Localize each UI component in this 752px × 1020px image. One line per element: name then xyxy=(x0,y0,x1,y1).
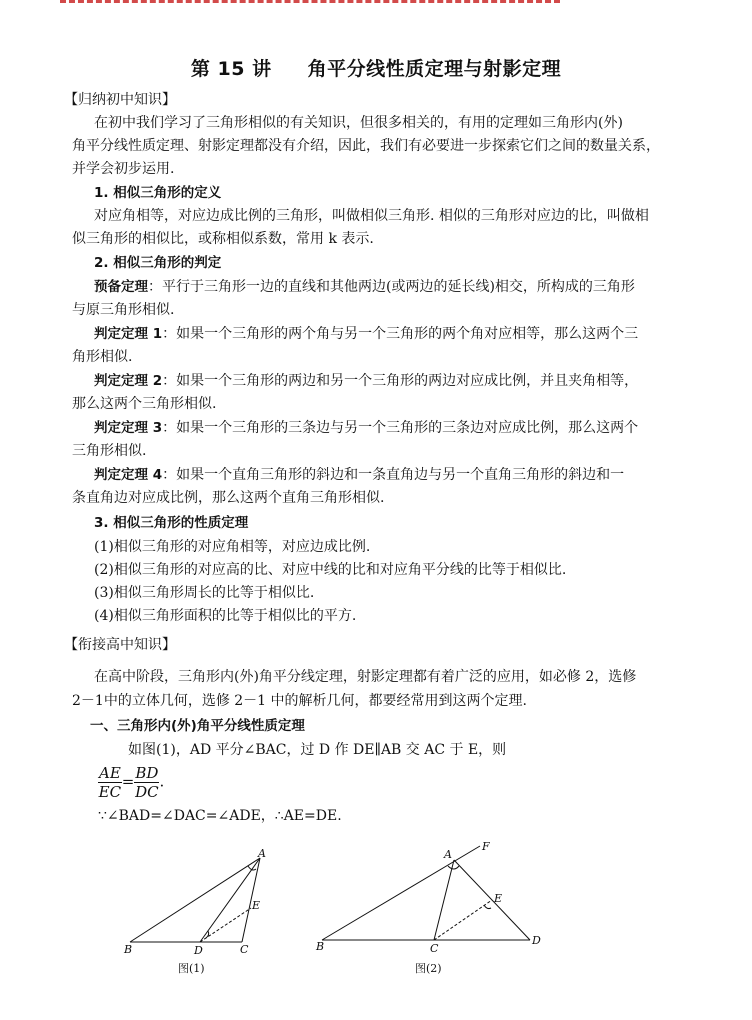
page-title xyxy=(0,54,752,81)
segment-bf xyxy=(322,846,480,940)
property-item: (1)相似三角形的对应角相等，对应边成比例. xyxy=(94,539,371,555)
theorem-1: 判定定理 1：如果一个三角形的两个角与另一个三角形的两个角对应相等，那么这两个三 xyxy=(94,326,639,342)
theorem-1-cont: 角形相似. xyxy=(72,349,133,365)
segment-ab xyxy=(130,858,260,942)
theorem-preliminary: 预备定理：平行于三角形一边的直线和其他两边(或两边的延长线)相交，所构成的三角形 xyxy=(94,279,635,295)
senior-intro-line: 2－1中的立体几何，选修 2－1 中的解析几何，都要经常用到这两个定理. xyxy=(72,693,527,709)
judgement-heading: 2. 相似三角形的判定 xyxy=(94,255,222,271)
figure-1-diagram xyxy=(120,845,280,960)
lecture-topic: 角平分线性质定理与射影定理 xyxy=(307,58,562,80)
theorem-4-cont: 条直角边对应成比例，那么这两个直角三角形相似. xyxy=(72,490,385,506)
properties-heading: 3. 相似三角形的性质定理 xyxy=(94,515,249,531)
part1-heading: 一、三角形内(外)角平分线性质定理 xyxy=(90,718,305,734)
angle-mark-e xyxy=(484,905,491,909)
lecture-number: 第 15 讲 xyxy=(190,58,272,80)
figure-2-caption: 图(2) xyxy=(415,962,442,975)
property-item: (2)相似三角形的对应高的比、对应中线的比和对应角平分线的比等于相似比. xyxy=(94,562,567,578)
definition-line: 似三角形的相似比，或称相似系数，常用 k 表示. xyxy=(72,231,374,247)
ratio-formula: $\frac{AE}{EC}$ = $\frac{BD}{DC}$ . xyxy=(98,764,165,801)
section-heading-junior: 【归纳初中知识】 xyxy=(64,92,176,108)
definition-heading: 1. 相似三角形的定义 xyxy=(94,185,222,201)
label-e: E xyxy=(494,892,503,905)
theorem-preliminary-cont: 与原三角形相似. xyxy=(72,302,175,318)
angle-mark-a xyxy=(248,866,256,870)
definition-line: 对应角相等，对应边成比例的三角形，叫做相似三角形. 相似的三角形对应边的比，叫做相 xyxy=(94,208,649,224)
property-item: (4)相似三角形面积的比等于相似比的平方. xyxy=(94,608,357,624)
theorem-3-cont: 三角形相似. xyxy=(72,443,147,459)
label-b: B xyxy=(316,940,325,953)
senior-intro-line: 在高中阶段，三角形内(外)角平分线定理，射影定理都有着广泛的应用，如必修 2，选修 xyxy=(94,669,637,685)
theorem-2-cont: 那么这两个三角形相似. xyxy=(72,396,217,412)
figure-1-caption: 图(1) xyxy=(178,962,205,975)
theorem-4: 判定定理 4：如果一个直角三角形的斜边和一条直角边与另一个直角三角形的斜边和一 xyxy=(94,467,625,483)
label-c: C xyxy=(430,942,439,955)
property-item: (3)相似三角形周长的比等于相似比. xyxy=(94,585,315,601)
top-decoration-line xyxy=(60,0,560,6)
label-f: F xyxy=(482,840,490,853)
theorem-2: 判定定理 2：如果一个三角形的两边和另一个三角形的两边对应成比例，并且夹角相等， xyxy=(94,373,639,389)
angle-mark-a xyxy=(448,866,459,869)
section-heading-senior: 【衔接高中知识】 xyxy=(64,637,176,653)
label-b: B xyxy=(124,943,133,956)
because-line: ∵∠BAD=∠DAC=∠ADE，∴AE=DE. xyxy=(98,808,342,824)
figure-statement: 如图(1)，AD 平分∠BAC，过 D 作 DE∥AB 交 AC 于 E，则 xyxy=(128,742,507,758)
intro-line: 角平分线性质定理、射影定理都没有介绍，因此，我们有必要进一步探索它们之间的数量关系， xyxy=(72,138,660,154)
label-a: A xyxy=(444,848,452,861)
theorem-3: 判定定理 3：如果一个三角形的三条边与另一个三角形的三条边对应成比例，那么这两个 xyxy=(94,420,639,436)
figure-2-diagram xyxy=(312,840,552,960)
label-c: C xyxy=(240,943,249,956)
label-e: E xyxy=(252,899,261,912)
intro-line: 在初中我们学习了三角形相似的有关知识，但很多相关的，有用的定理如三角形内(外) xyxy=(94,115,623,131)
intro-line: 并学会初步运用. xyxy=(72,161,175,177)
label-d: D xyxy=(194,944,203,957)
label-a: A xyxy=(258,847,266,860)
label-d: D xyxy=(532,934,541,947)
